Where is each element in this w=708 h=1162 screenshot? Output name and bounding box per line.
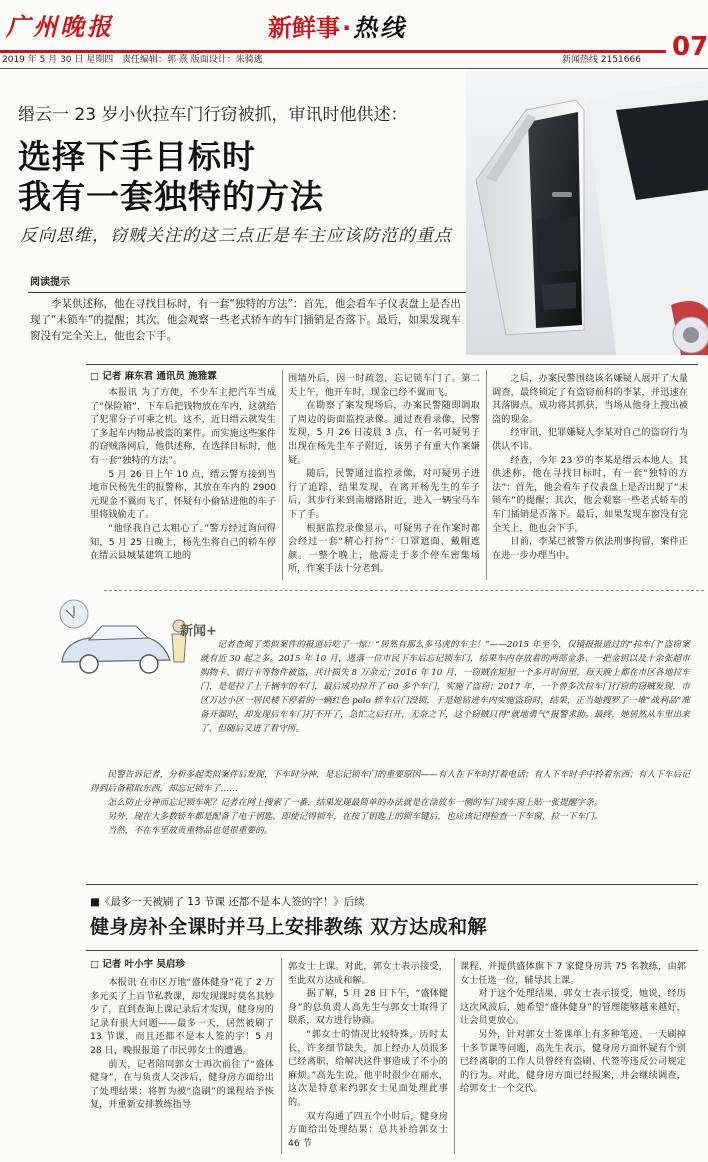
- headline-line-2: 我有一套独特的方法: [18, 177, 324, 216]
- story1-col1-para: “他怪我自己太粗心了。”警方经过询问得知，5 月 25 日晚上，杨先生将自己的轿车停在缙云县城某建筑工地的: [90, 522, 276, 562]
- story1-col1-para: 5 月 26 日上午 10 点，缙云警方接到当地市民杨先生的报警称，其放在车内的 2900 元现金不翼而飞了，怀疑有小偷钻进他的车子里将钱偷走了。: [90, 468, 276, 521]
- newsplus-text-bottom: [90, 768, 690, 838]
- newsplus-para: 当然，不在车里放贵重物品也是很重要的。: [107, 826, 273, 836]
- news-hotline: 新闻热线 2151666: [562, 55, 641, 65]
- section-title-dot: ·: [342, 14, 352, 42]
- story2-col3-para: 对于这个处理结果，郭女士表示接受，她说，经历这次风波后，她希望“盛体健身”的管理能够越来越好，让会员更放心。: [460, 988, 686, 1027]
- lead-text: 李某供述称，他在寻找目标时，有一套“独特的方法”：首先，他会看车子仪表盘上是否出现了“未锁车”的提醒；其次，他会观察一些老式轿车的车门插销是否落下。最后，如果发现车窗没有完全关上，他也会下手。: [30, 298, 461, 342]
- lead-rule: [28, 292, 466, 293]
- story2-column-2: [288, 960, 448, 1150]
- newsplus-para: 民警告诉记者，分析多起类似案件后发现，下车时分神，是忘记锁车门的重要原因——有人在下车时打着电话；有人下车时手中拎着东西；有人下车后记得到后备箱取东西，却忘记锁车了……: [90, 770, 690, 794]
- story2-col1-para: 本报讯 在市区万地“盛体健身”花了 2 万多元买了上百节私教课，却发现课时莫名其妙少了，直到查询上课记录后才发现，健身房的记录有很大问题——最多一天，居然被刷了 13 节课，而且还都不是本人签的字！5 月 28 日，晚报报道了市民郭女士的遭遇。: [90, 977, 274, 1056]
- story-divider: [86, 364, 698, 365]
- story1-col3-para: 之后，办案民警围绕该名嫌疑人展开了大量调查，最终锁定了有盗窃前科的李某，并迅速在其落脚点，成功将其抓获，当场从他身上搜出被盗的现金。: [492, 373, 688, 425]
- story2-col2-para: 郭女士上课。对此，郭女士表示接受，至此双方达成和解。: [288, 961, 448, 986]
- story1-col2-para: 围墙外后，因一时疏忽，忘记锁车门了。第二天上午，他开车时，现金已经不翼而飞。: [288, 373, 480, 398]
- story1-col2-para: 随后，民警通过监控录像，对可疑男子进行了追踪，结果发现，在离开杨先生的车子后，其步行来到南塘路附近，进入一辆宝马车下了手。: [288, 468, 480, 520]
- page-number: 07: [672, 32, 708, 62]
- story-subhead: 反向思维，窃贼关注的这三点正是车主应该防范的重点: [20, 226, 452, 246]
- column-rule: [454, 958, 455, 1154]
- story2-byline: □ 记者 叶小宇 吴启珍: [90, 959, 185, 970]
- car-illustration: [44, 592, 194, 682]
- headline-line-1: 选择下手目标时: [18, 137, 256, 176]
- story1-column-3: [492, 372, 688, 562]
- column-rule: [282, 370, 283, 580]
- story2-col2-para: 据了解，5 月 28 日下午，“盛体健身”的总负责人高先生与郭女士取得了联系，双方进行协商。: [288, 988, 448, 1027]
- story1-col2-para: 在勘察了案发现场后，办案民警随即调取了周边的街面监控录像。通过查看录像，民警发现，5 月 26 日凌晨 3 点，有一名可疑男子出现在杨先生车子附近，该男子有重大作案嫌疑。: [288, 400, 480, 466]
- story2-col2-para: “郭女士的情况比较特殊，历时太长，许多细节缺失，加上经办人员很多已经离职，给解决这件事造成了不小的麻烦。”高先生说，他平时很少在丽水，这次是特意来约郭女士见面处理此事的。: [288, 1028, 448, 1108]
- story2-follow-label: ■《最多一天被刷了 13 节课 还都不是本人签的字！》后续: [90, 896, 365, 908]
- story2-header-rule: [86, 950, 698, 951]
- editor-credits: 责任编辑：郭 熹 版面设计：朱骑逃: [122, 55, 263, 65]
- issue-date: 2019 年 5 月 30 日 星期四: [2, 55, 114, 65]
- newspaper-logo: 广州晚报: [6, 12, 114, 41]
- car-door-photo: [466, 70, 708, 355]
- column-rule: [281, 958, 282, 1154]
- story1-col3-para: 经查，今年 23 岁的李某是缙云本地人。其供述称，他在寻找目标时，有一套“独特的方法”：首先，他会看车子仪表盘上是否出现了“未锁车”的提醒；其次，他会观察一些老式轿车的车门插销是否落下。最后，如果发现车窗没有完全关上，他也会下手。: [492, 454, 688, 534]
- newsplus-para: 怎么防止分神而忘记锁车呢？记者在网上搜索了一番，结果发现最简单的办法就是在涂放车一侧的车门或车窗上贴一张提醒字条。: [107, 798, 603, 808]
- section-title-red: 新鲜事: [268, 14, 340, 42]
- lead-label: 阅读提示: [30, 277, 70, 288]
- story2-column-3: [460, 960, 686, 1096]
- newsplus-para: 另外，现在大多数轿车都是配备了电子钥匙，即使记得锁车，在按了钥匙上的锁车键后，也应该记得检查一下车窗、拉一下车门。: [107, 812, 603, 822]
- header-thin-rule: [0, 68, 708, 69]
- newsplus-text-top: [200, 638, 690, 736]
- masthead-rule: [0, 50, 666, 53]
- story1-col3-para: 目前，李某已被警方依法刑事拘留，案件正在进一步办理当中。: [492, 536, 688, 561]
- story1-col1-para: 本报讯 为了方便，不少车主把汽车当成了“保险箱”，下车后把钱物放在车内，这就给了犯罪分子可乘之机。这不，近日缙云就发生了多起车内物品被盗的案件。而实施这些案件的窃贼落网后，他供述称，在选择目标时，他有一套“独特的方法”。: [90, 387, 276, 466]
- story1-byline: □ 记者 麻东君 通讯员 施雅霖: [90, 371, 217, 382]
- story2-col3-para: 课程，并提供盛体旗下 7 家健身房共 75 名教练，由郭女士任选一位，辅导其上课。: [460, 961, 686, 986]
- story2-col3-para: 另外，针对郭女士签课单上有多种笔迹、一天刷掉十多节课等问题，高先生表示，健身房方面怀疑有个别已经离职的工作人员曾经有盗刷、代签等违反公司规定的行为。对此，健身房方面已经报案，并会继续调查，给郭女士一个交代。: [460, 1028, 686, 1095]
- story1-column-1: [90, 386, 276, 563]
- story1-col2-para: 根据监控录像显示，可疑男子在作案时都会经过一套“精心打扮”：口罩遮面、戴帽遮颜。一整个晚上，他游走于多个停车密集场所，作案手法十分老到。: [288, 522, 480, 575]
- newsplus-title: 新闻+: [180, 624, 217, 639]
- story1-column-2: [288, 372, 480, 576]
- newsplus-para: 记者查阅了类似案件的报道后吃了一惊：“居然有那么多马虎的车主！”——2015 年至今，仅镜报报道过的“拉车门”盗窃案就有近 30 起之多。2015 年 10 月，逃落一位市民下车后忘记锁车门，结果车内存放着的两部金条、一把金钥以及十余张超市购物卡、银行卡等物件被盗，共计损失 8 万余元；2016 年 10 月，一窃贼在短短一个多月时间里，每天晚上都在市区各地拉车门，是是拉了上千辆车的车门，最后成功拉开了 60 多个车门，实施了盗窃；2017 年，一个曾多次拉车门行窃的窃贼发现，市区万达小区一居民楼下停着的一辆红色 polo 轿车后门没锁，于是她钻进车内实施盗窃时，结果，正当她搜罗了一堆“战利品”准备开溜时，却发现后车车门打不开了，急忙之后打开，无奈之下，这个窃贼只得“就地勇气”报警求助。最终，她居然从车里出来了，但随后又进了看守所。: [200, 640, 690, 734]
- story2-column-1: [90, 976, 274, 1112]
- story2-divider: [86, 884, 698, 885]
- story2-col2-para: 双方沟通了四五个小时后，健身房方面给出处理结果：总共补给郭女士 46 节: [288, 1110, 448, 1149]
- story1-col3-para: 经审讯，犯罪嫌疑人李某对自己的盗窃行为供认不讳。: [492, 427, 688, 452]
- column-rule: [486, 370, 487, 580]
- story-kicker: 缗云一 23 岁小伙拉车门行窃被抓，审讯时他供述：: [18, 105, 408, 125]
- story2-col1-para: 前天，记者陪同郭女士再次前往了“盛体健身”，在与负责人交涉后，健身房方面给出了处理结果：将暂为被“盗刷”的课程给予恢复，并重新安排教练指导: [90, 1058, 274, 1111]
- section-title: [268, 10, 468, 46]
- story2-headline: 健身房补全课时并马上安排教练 双方达成和解: [90, 916, 488, 938]
- section-title-black: 热线: [353, 14, 408, 42]
